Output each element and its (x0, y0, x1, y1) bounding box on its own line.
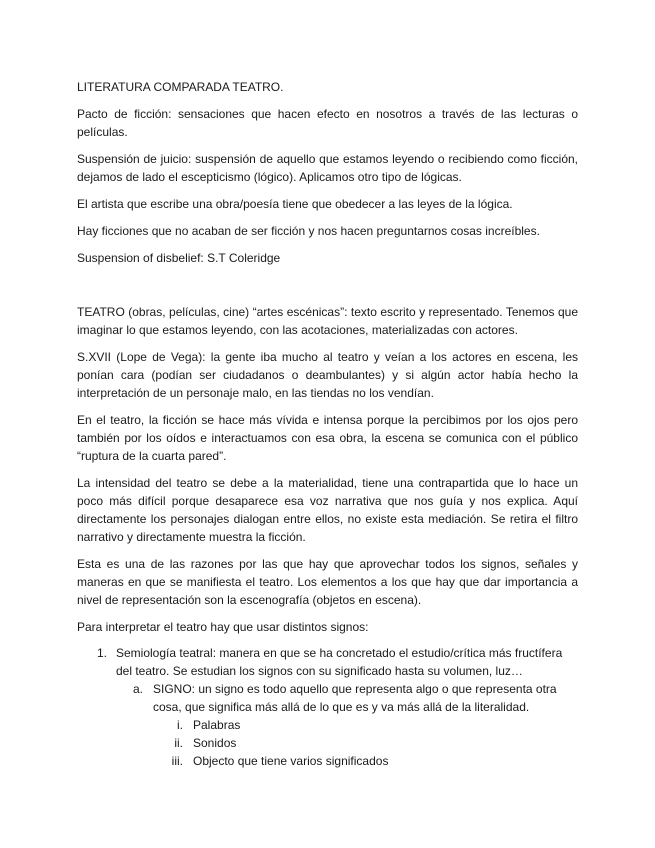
list-item-text: Objecto que tiene varios significados (193, 754, 389, 768)
paragraph-artista: El artista que escribe una obra/poesía tiene que obedecer a las leyes de la lógica. (77, 197, 513, 211)
list-marker: a. (133, 682, 144, 696)
paragraph-suspension-juicio: Suspensión de juicio: suspensión de aquello que estamos leyendo o recibiendo como ficción, dejamos de lado el escepticismo (lógico). Aplicamos otro tipo de lógicas. (77, 152, 578, 184)
list-item-palabras (77, 716, 578, 734)
list-item-objecto (77, 752, 578, 770)
paragraph-ficciones: Hay ficciones que no acaban de ser ficción y nos hacen preguntarnos cosas increíbles. (77, 224, 540, 238)
list-item-text: Sonidos (193, 736, 237, 750)
section-spacer (77, 267, 578, 294)
paragraph-interpretar: Para interpretar el teatro hay que usar distintos signos: (77, 620, 369, 634)
paragraph-pacto-ficcion: Pacto de ficción: sensaciones que hacen efecto en nosotros a través de las lecturas o películas. (77, 107, 578, 139)
list-item-text: SIGNO: un signo es todo aquello que representa algo o que representa otra cosa, que significa más allá de lo que es y va más allá de la literalidad. (153, 682, 557, 714)
list-marker: i. (177, 718, 183, 732)
paragraph-signos-senales: Esta es una de las razones por las que hay que aprovechar todos los signos, señales y maneras en que se manifiesta el teatro. Los elementos a los que hay que dar importancia a nivel de representación son la escenografía (objetos en escena). (77, 557, 578, 607)
list-item-sonidos (77, 734, 578, 752)
paragraph-cuarta-pared: En el teatro, la ficción se hace más vívida e intensa porque la percibimos por los ojos pero también por los oídos e interactuamos con esa obra, la escena se comunica con el público “ruptura de la cuarta pared”. (77, 413, 578, 463)
list-item-text: Semiología teatral: manera en que se ha concretado el estudio/crítica más fructífera del teatro. Se estudian los signos con su significado hasta su volumen, luz… (116, 646, 563, 678)
paragraph-coleridge: Suspension of disbelief: S.T Coleridge (77, 251, 281, 265)
list-marker: iii. (171, 754, 183, 768)
document-title: LITERATURA COMPARADA TEATRO. (77, 80, 284, 94)
numbered-list (77, 644, 578, 770)
paragraph-lope-de-vega: S.XVII (Lope de Vega): la gente iba mucho al teatro y veían a los actores en escena, les ponían cara (podían ser ciudadanos o deambulantes) y si algún actor había hecho la interpretación de un personaje malo, en las tiendas no los vendían. (77, 350, 578, 400)
list-item-text: Palabras (193, 718, 241, 732)
list-item-signo (77, 680, 578, 716)
list-item-semiologia (77, 644, 578, 680)
paragraph-teatro: TEATRO (obras, películas, cine) “artes escénicas”: texto escrito y representado. Tenemos que imaginar lo que estamos leyendo, con las acotaciones, materializadas con actores. (77, 305, 578, 337)
paragraph-materialidad: La intensidad del teatro se debe a la materialidad, tiene una contrapartida que lo hace un poco más difícil porque desaparece esa voz narrativa que nos guía y nos explica. Aquí directamente los personajes dialogan entre ellos, no existe esta mediación. Se retira el filtro narrativo y directamente muestra la ficción. (77, 476, 578, 544)
list-marker: 1. (97, 646, 108, 660)
list-marker: ii. (174, 736, 183, 750)
document-page (77, 78, 578, 770)
